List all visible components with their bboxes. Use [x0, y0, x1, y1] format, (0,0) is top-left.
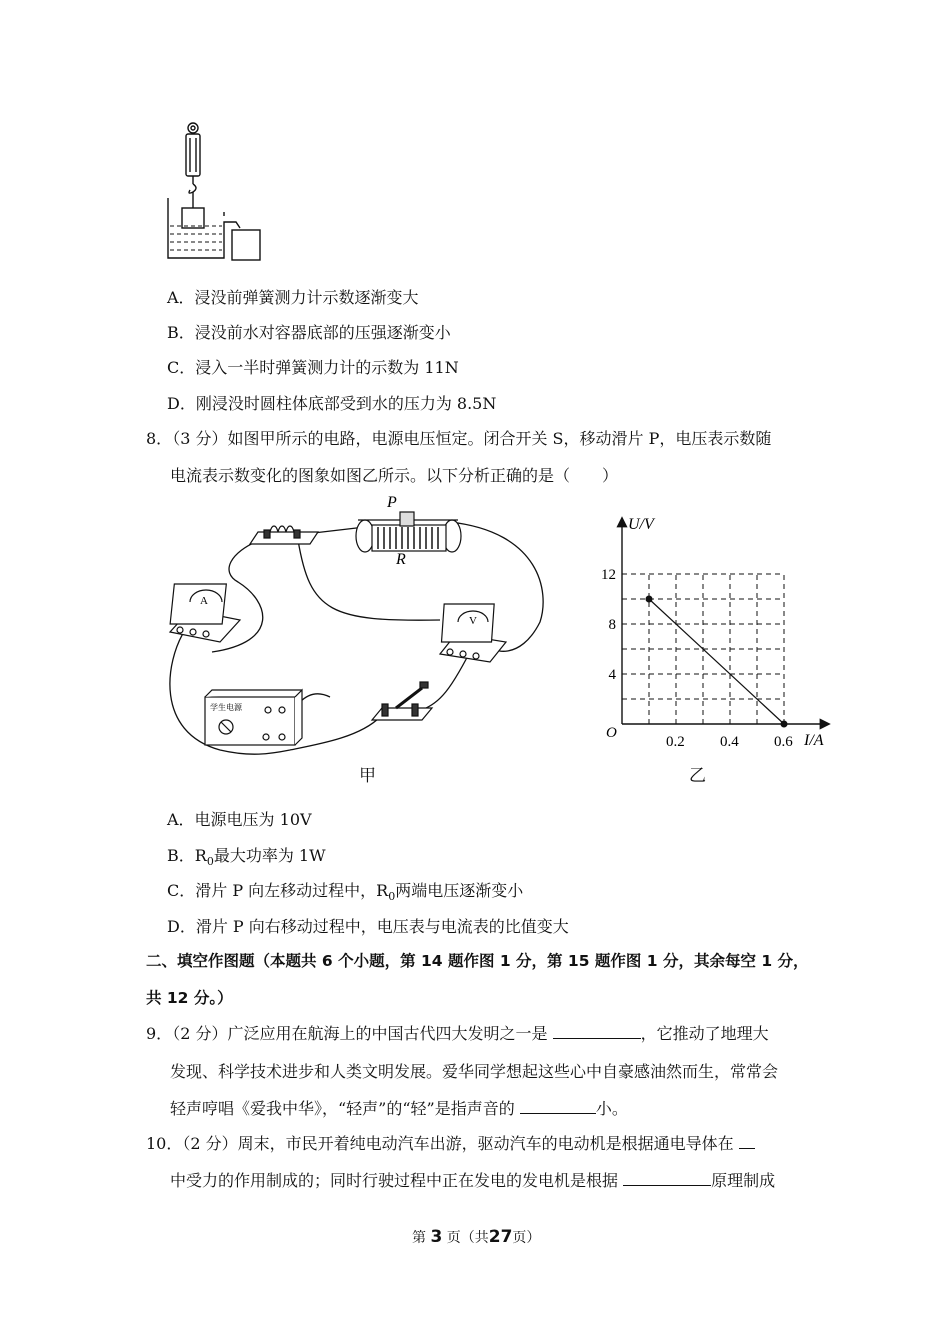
y-tick-label: 4 — [608, 667, 616, 683]
x-tick-label: 0.6 — [774, 734, 793, 750]
q9-line3 — [170, 1096, 628, 1119]
footer-page-number: 3 — [430, 1227, 443, 1247]
coil-switch-icon — [250, 526, 318, 544]
voltmeter-label: V — [469, 615, 477, 627]
q8-option-c-suffix: 两端电压逐渐变小 — [395, 881, 524, 900]
footer-prefix: 第 — [412, 1230, 426, 1246]
power-supply-icon — [205, 690, 302, 745]
q8-option-d: D．滑片 P 向右移动过程中，电压表与电流表的比值变大 — [167, 917, 569, 936]
rheostat-resistor-label: R — [396, 551, 406, 568]
rheostat-slider-label: P — [387, 494, 397, 511]
q8-score: （3 分） — [172, 429, 228, 448]
q10-blank-2[interactable] — [623, 1169, 711, 1186]
q10-number: 10． — [146, 1134, 183, 1153]
footer-total-pages: 27 — [488, 1227, 513, 1247]
q8-circuit-diagram — [160, 492, 560, 762]
x-tick-label: 0.4 — [720, 734, 739, 750]
series-line — [649, 599, 784, 724]
q8-option-a: A．电源电压为 10V — [167, 810, 312, 829]
section2-heading-line1: 二、填空作图题（本题共 6 个小题，第 14 题作图 1 分，第 15 题作图 1 分，其余每空 1 分， — [146, 952, 809, 970]
q9-line3-b: 小。 — [595, 1099, 628, 1118]
q8-option-b-sub: 0 — [206, 855, 214, 869]
knife-switch-icon — [372, 682, 432, 720]
q10-blank-1[interactable] — [739, 1132, 755, 1149]
q8-stem-text: 如图甲所示的电路，电源电压恒定。闭合开关 S，移动滑片 P，电压表示数随 — [227, 429, 772, 448]
figure-label-jia: 甲 — [359, 766, 376, 786]
q10-line2 — [170, 1168, 775, 1191]
y-tick-label: 12 — [601, 567, 616, 583]
q7-figure — [160, 120, 270, 265]
q10-line2-b: 原理制成 — [711, 1171, 776, 1190]
q10-line2-a: 中受力的作用制成的；同时行驶过程中正在发电的发电机是根据 — [170, 1171, 619, 1190]
q7-option-a: A．浸没前弹簧测力计示数逐渐变大 — [167, 288, 419, 307]
q10-line1-text: 周末，市民开着纯电动汽车出游，驱动汽车的电动机是根据通电导体在 — [237, 1134, 734, 1153]
data-point-end — [781, 721, 788, 728]
q8-stem-line2: 电流表示数变化的图象如图乙所示。以下分析正确的是（ ） — [170, 466, 619, 485]
figure-label-yi: 乙 — [689, 766, 706, 786]
q9-line2: 发现、科学技术进步和人类文明发展。爱华同学想起这些心中自豪感油然而生，常常会 — [170, 1062, 779, 1081]
q9-number: 9． — [146, 1024, 173, 1043]
q7-option-c: C．浸入一半时弹簧测力计的示数为 11N — [167, 358, 459, 377]
q8-stem-line1 — [146, 426, 771, 449]
q9-line1 — [146, 1021, 769, 1044]
q7-option-d: D．刚浸没时圆柱体底部受到水的压力为 8.5N — [167, 394, 497, 413]
x-tick-label: 0.2 — [666, 734, 685, 750]
rheostat-icon — [356, 512, 461, 552]
footer-suffix: 页） — [512, 1230, 541, 1246]
q9-score: （2 分） — [172, 1024, 228, 1043]
footer-middle: 页（共 — [446, 1230, 489, 1246]
q9-line1-a: 广泛应用在航海上的中国古代四大发明之一是 — [227, 1024, 548, 1043]
section2-heading-line2: 共 12 分。） — [146, 989, 233, 1007]
q8-option-c-prefix: C．滑片 P 向左移动过程中，R — [167, 881, 389, 900]
origin-label: O — [606, 725, 617, 741]
q8-ui-chart — [590, 505, 850, 775]
page-footer — [412, 1227, 540, 1247]
y-axis-label: U/V — [628, 516, 654, 533]
q8-number: 8． — [146, 429, 173, 448]
q10-score: （2 分） — [182, 1134, 238, 1153]
voltmeter-icon — [440, 604, 506, 662]
q8-option-c — [167, 878, 523, 903]
q8-option-b-prefix: B．R — [167, 846, 207, 865]
ammeter-label: A — [200, 595, 208, 607]
ammeter-icon — [170, 584, 240, 642]
x-axis-label: I/A — [804, 732, 824, 749]
q7-option-b: B．浸没前水对容器底部的压强逐渐变小 — [167, 323, 451, 342]
q9-blank-2[interactable] — [520, 1097, 596, 1114]
q10-line1 — [146, 1131, 755, 1154]
q8-option-b-suffix: 最大功率为 1W — [213, 846, 326, 865]
y-tick-label: 8 — [608, 617, 616, 633]
q9-line3-a: 轻声哼唱《爱我中华》，“轻声”的“轻”是指声音的 — [170, 1099, 515, 1118]
q8-option-b — [167, 843, 326, 868]
power-supply-label: 学生电源 — [210, 703, 242, 712]
q8-option-c-sub: 0 — [388, 890, 396, 904]
data-point-start — [646, 596, 653, 603]
q9-line1-b: ，它推动了地理大 — [640, 1024, 769, 1043]
q9-blank-1[interactable] — [553, 1022, 641, 1039]
